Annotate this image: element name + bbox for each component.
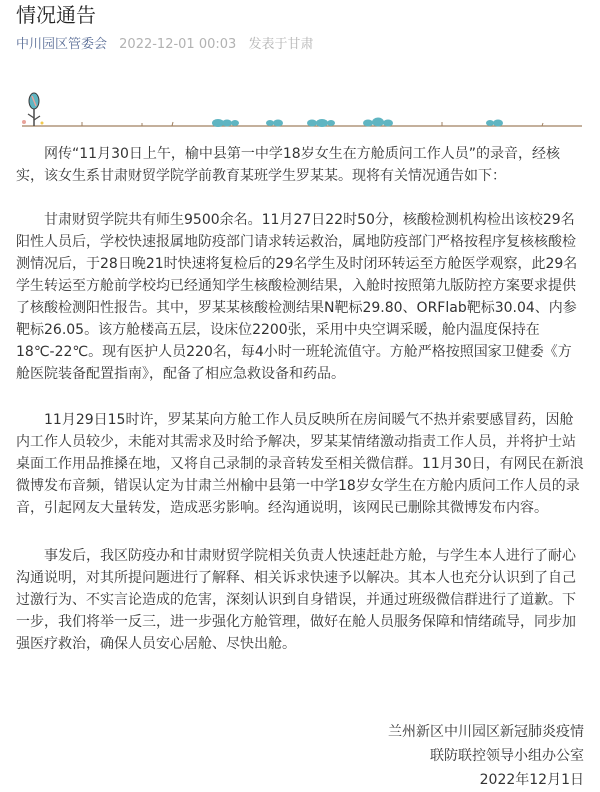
article-meta xyxy=(16,37,313,53)
signature-date: 2022年12月1日 xyxy=(479,772,584,788)
paragraph-follow-up: 事发后，我区防疫办和甘肃财贸学院相关负责人快速赶赴方舱，与学生本人进行了耐心沟通说明，对其所提问题进行了解释、相关诉求快速予以解决。其本人也充分认识到了自己过激行为、不实言论造成的危害，深刻认识到自身错误，并通过班级微信群进行了道歉。下一步，我们将举一反三，进一步强化方舱管理，做好在舱人员服务保障和情绪疏导，同步加强医疗救治，确保人员安心居舱、尽快出舱。 xyxy=(16,548,576,652)
article-title: 情况通告 xyxy=(16,3,96,27)
signature-line-1: 兰州新区中川园区新冠肺炎疫情 xyxy=(388,724,584,740)
plant-icon xyxy=(22,93,44,126)
paragraph-school-info: 甘肃财贸学院共有师生9500余名。11月27日22时50分，核酸检测机构检出该校29名阳性人员后，学校快速报属地防疫部门请求转运救治，属地防疫部门严格按程序复核核酸检测情况后，于28日晚21时快速将复检后的29名学生及时闭环转运至方舱医学观察，此29名学生转运至方舱前学校均已经通知学生核酸检测结果，入舱时按照第九版防控方案要求提供了核酸检测阳性报告。其中，罗某某核酸检测结果N靶标29.80、ORFlab靶标30.04、内参靶标26.05。该方舱楼高五层，设床位2200张，采用中央空调采暖，舱内温度保持在18℃-22℃。现有医护人员220名，每4小时一班轮流值守。方舱严格按照国家卫健委《方舱医院装备配置指南》，配备了相应急救设备和药品。 xyxy=(16,212,578,382)
bush-group-2 xyxy=(266,120,283,127)
bush-group-1 xyxy=(212,119,239,127)
publish-location: 发表于甘肃 xyxy=(248,37,314,52)
bush-group-5 xyxy=(486,120,503,127)
paragraph-incident: 11月29日15时许，罗某某向方舱工作人员反映所在房间暖气不热并索要感冒药，因舱内工作人员较少，未能对其需求及时给予解决，罗某某情绪激动指责工作人员，并将护士站桌面工作用品推搡在地，又将自己录制的录音转发至相关微信群。11月30日，有网民在新浪微博发布音频，错误认定为甘肃兰州榆中县第一中学18岁女学生在方舱内质问工作人员的录音，引起网友大量转发，造成恶劣影响。经沟通说明，该网民已删除其微博发布内容。 xyxy=(16,412,584,516)
signature-line-2: 联防联控领导小组办公室 xyxy=(430,748,584,764)
publish-time: 2022-12-01 00:03 xyxy=(119,37,237,52)
bush-group-4 xyxy=(363,118,393,127)
bush-group-3 xyxy=(307,119,335,127)
decorative-banner xyxy=(22,92,582,130)
account-name-link[interactable]: 中川园区管委会 xyxy=(16,37,108,52)
paragraph-intro: 网传“11月30日上午，榆中县第一中学18岁女生在方舱质问工作人员”的录音，经核实，该女生系甘肃财贸学院学前教育某班学生罗某某。现将有关情况通告如下： xyxy=(16,146,560,184)
signature-block xyxy=(388,720,584,792)
article-body xyxy=(16,143,584,655)
